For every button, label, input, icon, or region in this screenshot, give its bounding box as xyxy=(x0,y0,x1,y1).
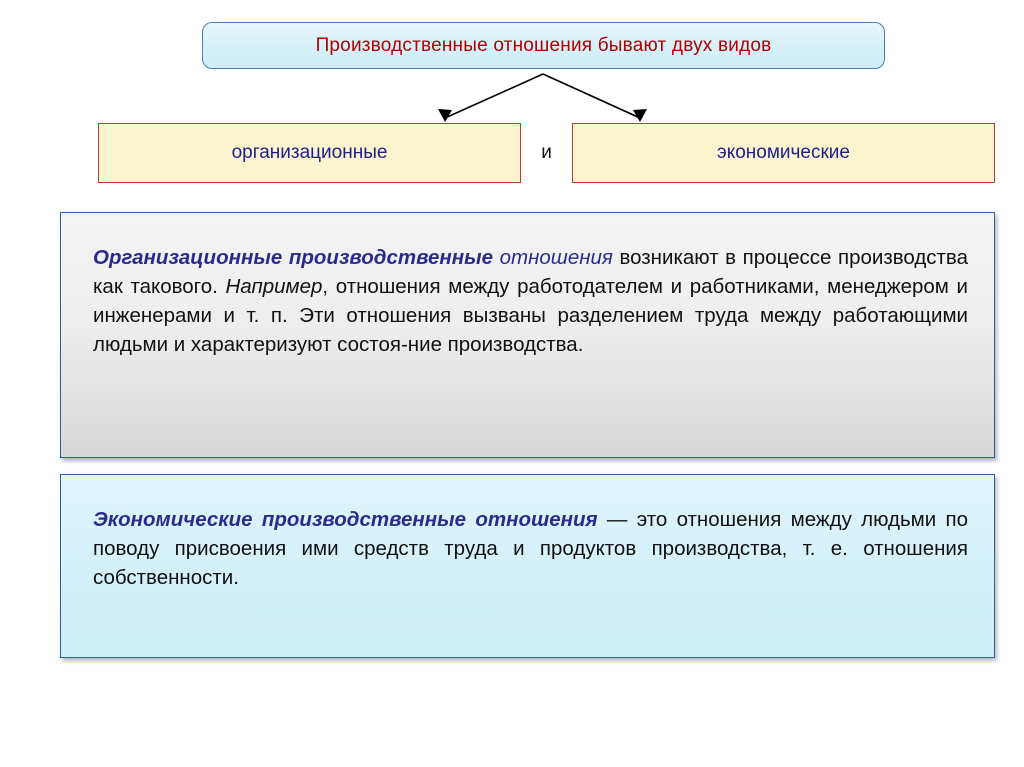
lead-term-organizational-tail: отношения xyxy=(493,246,613,269)
paragraph-economic xyxy=(93,505,968,592)
body-organizational-1: возникают в процессе производства как такового. xyxy=(93,246,968,299)
arrow-head-right xyxy=(633,109,647,122)
arrow-line-left xyxy=(445,74,543,118)
paragraph-organizational xyxy=(93,243,968,359)
category-label-organizational: организационные xyxy=(231,142,388,163)
panel-organizational xyxy=(60,212,995,458)
title-box xyxy=(202,22,885,69)
body-economic-1: — это отношения между людьми по поводу присвоения ими средств труда и продуктов производства, т. е. отношения собственности. xyxy=(93,508,968,590)
category-box-organizational xyxy=(98,123,521,183)
arrow-head-left xyxy=(438,109,452,122)
panel-economic xyxy=(60,474,995,658)
emphasis-example: Например xyxy=(225,275,323,299)
page-title: Производственные отношения бывают двух видов xyxy=(315,34,772,56)
arrow-line-right xyxy=(543,74,640,118)
category-label-economic: экономические xyxy=(717,142,850,163)
category-conjunction: и xyxy=(541,142,552,163)
category-box-economic xyxy=(572,123,995,183)
body-organizational-2: , отношения между работодателем и работниками, менеджером и инженерами и т. п. Эти отношения вызваны разделением труда между работающими людьми и характеризуют состоя-ние производства. xyxy=(93,275,968,357)
lead-term-organizational: Организационные производственные xyxy=(93,246,494,269)
lead-term-economic: Экономические производственные отношения xyxy=(93,508,598,531)
